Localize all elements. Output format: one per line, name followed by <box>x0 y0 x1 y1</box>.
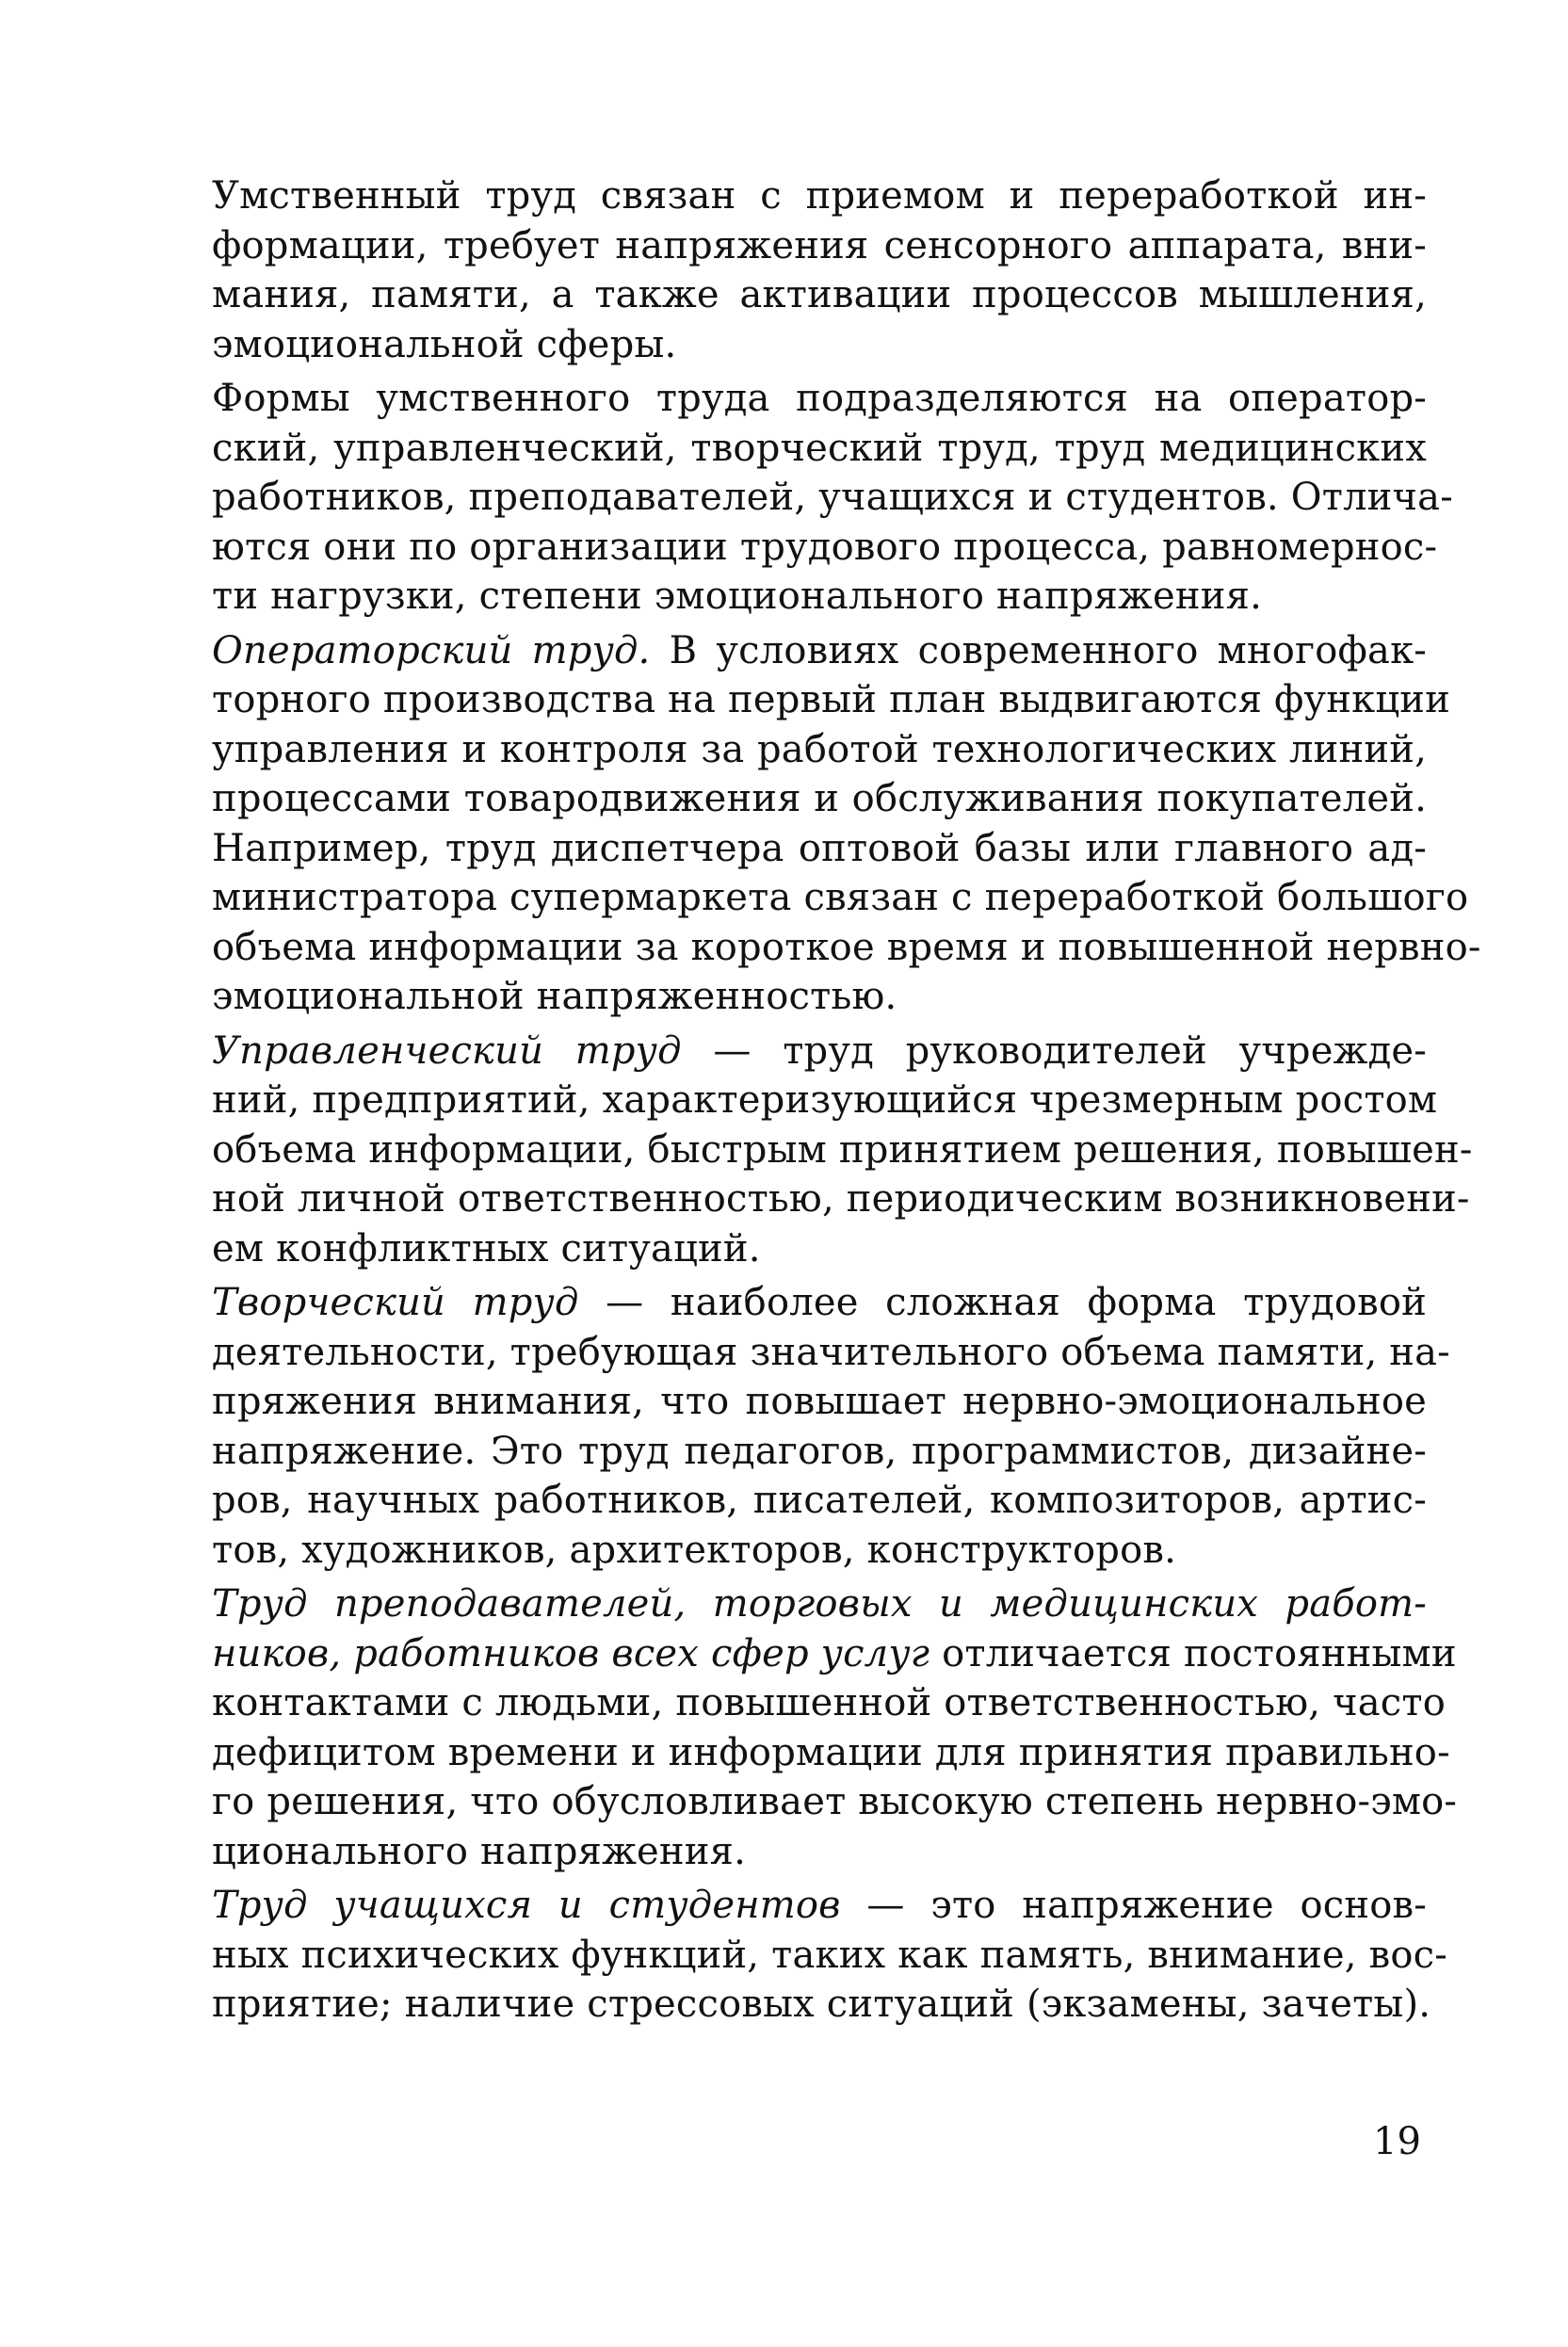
paragraph-mental-labor <box>212 171 1427 369</box>
paragraph-managerial-labor <box>212 1027 1473 1274</box>
text-line: дефицитом времени и информации для принятия правильно- <box>212 1730 1450 1774</box>
text-line: ров, научных работников, писателей, композиторов, артис- <box>212 1479 1427 1522</box>
text-line: министратора супермаркета связан с переработкой большого <box>212 876 1469 919</box>
text-line: формации, требует напряжения сенсорного аппарата, вни- <box>212 223 1427 267</box>
text-fragment: — труд руководителей учрежде- <box>681 1028 1427 1073</box>
text-line <box>212 1027 1427 1076</box>
text-line: ной личной ответственностью, периодическим возникновени- <box>212 1177 1470 1221</box>
text-fragment: — это напряжение основ- <box>840 1884 1427 1927</box>
text-line: Например, труд диспетчера оптовой базы или главного ад- <box>212 826 1427 870</box>
text-line: мания, памяти, а также активации процессов мышления, <box>212 273 1427 316</box>
text-line <box>212 626 1427 676</box>
paragraph-forms-of-labor <box>212 374 1453 622</box>
text-line: Формы умственного труда подразделяются на оператор- <box>212 377 1427 420</box>
text-line: эмоциональной сферы. <box>212 322 677 366</box>
text-line: напряжение. Это труд педагогов, программистов, дизайне- <box>212 1429 1427 1473</box>
term-teachers-labor-continued: ников, работников всех сфер услуг <box>212 1631 930 1675</box>
text-line: Умственный труд связан с приемом и переработкой ин- <box>212 174 1427 218</box>
text-fragment: отличается постоянными <box>929 1631 1457 1675</box>
paragraph-operator-labor <box>212 626 1481 1022</box>
text-line <box>212 1629 1457 1679</box>
text-line: ский, управленческий, творческий труд, труд медицинских <box>212 426 1427 470</box>
text-line: контактами с людьми, повышенной ответственностью, часто <box>212 1681 1447 1724</box>
paragraph-teachers-labor <box>212 1579 1458 1876</box>
term-teachers-labor: Труд преподавателей, торговых и медицинских работ- <box>212 1582 1427 1626</box>
text-line <box>212 1278 1427 1328</box>
text-line: пряжения внимания, что повышает нервно-эмоциональное <box>212 1380 1427 1423</box>
text-line: ти нагрузки, степени эмоционального напряжения. <box>212 575 1262 618</box>
text-line <box>212 1881 1427 1931</box>
text-line: деятельности, требующая значительного объема памяти, на- <box>212 1330 1450 1374</box>
paragraph-students-labor <box>212 1881 1447 2030</box>
text-line: процессами товародвижения и обслуживания покупателей. <box>212 777 1427 820</box>
text-line: объема информации за короткое время и повышенной нервно- <box>212 925 1481 969</box>
term-students-labor: Труд учащихся и студентов <box>212 1884 841 1927</box>
body-text <box>212 171 1481 2030</box>
text-line: ний, предприятий, характеризующийся чрезмерным ростом <box>212 1078 1438 1122</box>
text-line: ных психических функций, таких как память, внимание, вос- <box>212 1933 1447 1977</box>
text-line: приятие; наличие стрессовых ситуаций (экзамены, зачеты). <box>212 1983 1431 2026</box>
text-line: тов, художников, архитекторов, конструкторов. <box>212 1528 1176 1572</box>
text-line: го решения, что обусловливает высокую степень нервно-эмо- <box>212 1780 1458 1823</box>
text-line: эмоциональной напряженностью. <box>212 975 897 1018</box>
text-line: работников, преподавателей, учащихся и студентов. Отлича- <box>212 476 1453 519</box>
text-line: объема информации, быстрым принятием решения, повышен- <box>212 1127 1473 1172</box>
text-line: торного производства на первый план выдвигаются функции <box>212 678 1450 721</box>
text-line: ционального напряжения. <box>212 1829 747 1873</box>
page-number: 19 <box>1373 2120 1421 2163</box>
text-line: управления и контроля за работой технологических линий, <box>212 727 1427 771</box>
paragraph-creative-labor <box>212 1278 1450 1575</box>
term-managerial-labor: Управленческий труд <box>212 1028 682 1073</box>
term-operator-labor: Операторский труд. <box>212 628 651 672</box>
text-line: ются они по организации трудового процесса, равномернос- <box>212 525 1438 569</box>
text-fragment: — наиболее сложная форма трудовой <box>578 1281 1427 1324</box>
text-line: ем конфликтных ситуаций. <box>212 1226 761 1271</box>
text-fragment: В условиях современного многофак- <box>650 628 1428 672</box>
term-creative-labor: Творческий труд <box>212 1281 579 1324</box>
